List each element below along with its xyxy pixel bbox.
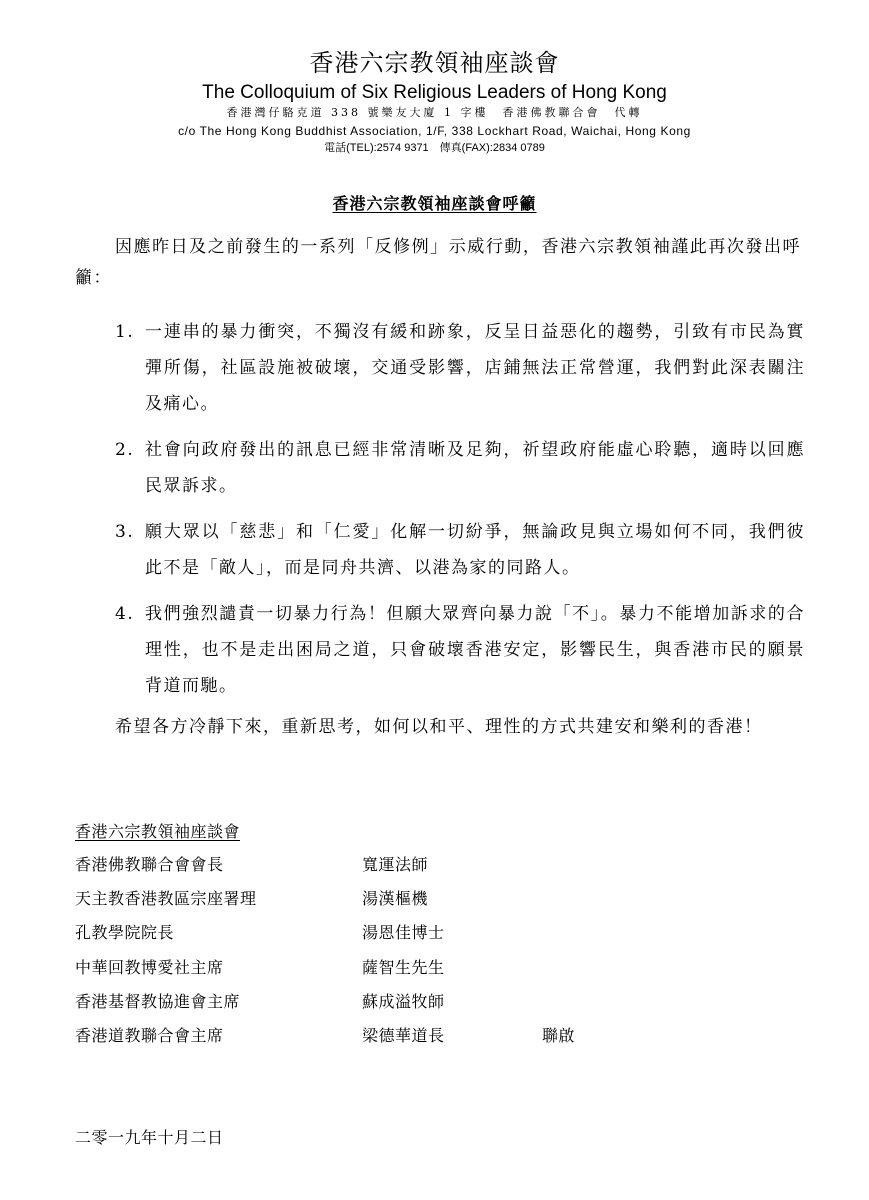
signatory-role: 香港佛教聯合會會長	[75, 855, 224, 874]
signatory-role: 香港道教聯合會主席	[75, 1026, 224, 1045]
intro-paragraph: 因應昨日及之前發生的一系列「反修例」示威行動，香港六宗教領袖謹此再次發出呼籲：	[75, 237, 801, 288]
appeal-item-1	[115, 314, 805, 422]
item-number: 2.	[115, 440, 135, 460]
appeal-item-4	[115, 596, 805, 704]
jointly-issued-label: 聯啟	[542, 1026, 576, 1045]
document-title	[0, 192, 869, 216]
item-text: 社會向政府發出的訊息已經非常清晰及足夠，祈望政府能虛心聆聽，適時以回應民眾訴求。	[145, 440, 805, 496]
signatory-row	[75, 990, 635, 1024]
contact-numbers: 電話(TEL):2574 9371 傳真(FAX):2834 0789	[324, 142, 545, 154]
closing-paragraph: 希望各方冷靜下來，重新思考，如何以和平、理性的方式共建安和樂利的香港！	[115, 717, 763, 737]
signatory-role: 香港基督教協進會主席	[75, 992, 241, 1011]
item-text: 一連串的暴力衝突，不獨沒有緩和跡象，反呈日益惡化的趨勢，引致有市民為實彈所傷，社區設施被破壞，交通受影響，店鋪無法正常營運，我們對此深表關注及痛心。	[145, 322, 805, 414]
signatory-row	[75, 887, 635, 921]
signatory-name: 湯漢樞機	[362, 889, 429, 908]
item-number: 4.	[115, 604, 135, 624]
signatory-name: 寬運法師	[362, 855, 429, 874]
signatory-role: 中華回教博愛社主席	[75, 958, 224, 977]
item-number: 3.	[115, 522, 135, 542]
address-english: c/o The Hong Kong Buddhist Association, 1/F, 338 Lockhart Road, Waichai, Hong Kong	[178, 124, 691, 138]
signatory-row	[75, 1024, 635, 1058]
appeal-item-2	[115, 432, 805, 504]
signatory-row	[75, 853, 635, 887]
signatory-row	[75, 956, 635, 990]
appeal-item-3	[115, 514, 805, 586]
item-text: 願大眾以「慈悲」和「仁愛」化解一切紛爭，無論政見與立場如何不同，我們彼此不是「敵人」，而是同舟共濟、以港為家的同路人。	[145, 522, 805, 578]
document-title-text: 香港六宗教領袖座談會呼籲	[332, 194, 537, 213]
signatory-row	[75, 921, 635, 955]
item-text: 我們強烈譴責一切暴力行為！但願大眾齊向暴力說「不」。暴力不能增加訴求的合理性，也不是走出困局之道，只會破壞香港安定，影響民生，與香港市民的願景背道而馳。	[145, 604, 805, 696]
signatory-name: 薩智生先生	[362, 958, 445, 977]
org-name-english: The Colloquium of Six Religious Leaders of Hong Kong	[202, 82, 667, 103]
signatory-name: 蘇成溢牧師	[362, 992, 445, 1011]
org-name-chinese: 香港六宗教領袖座談會	[309, 49, 560, 77]
item-number: 1.	[115, 322, 135, 342]
signatory-name: 湯恩佳博士	[362, 923, 445, 942]
signatory-role: 天主教香港教區宗座署理	[75, 889, 257, 908]
signatory-organization: 香港六宗教領袖座談會	[75, 822, 241, 841]
signatory-role: 孔教學院院長	[75, 923, 175, 942]
issue-date: 二零一九年十月二日	[75, 1128, 224, 1147]
address-chinese: 香港灣仔駱克道 338 號樂友大廈 1 字樓 香港佛教聯合會 代轉	[226, 106, 643, 119]
signatory-name: 梁德華道長	[362, 1026, 445, 1045]
